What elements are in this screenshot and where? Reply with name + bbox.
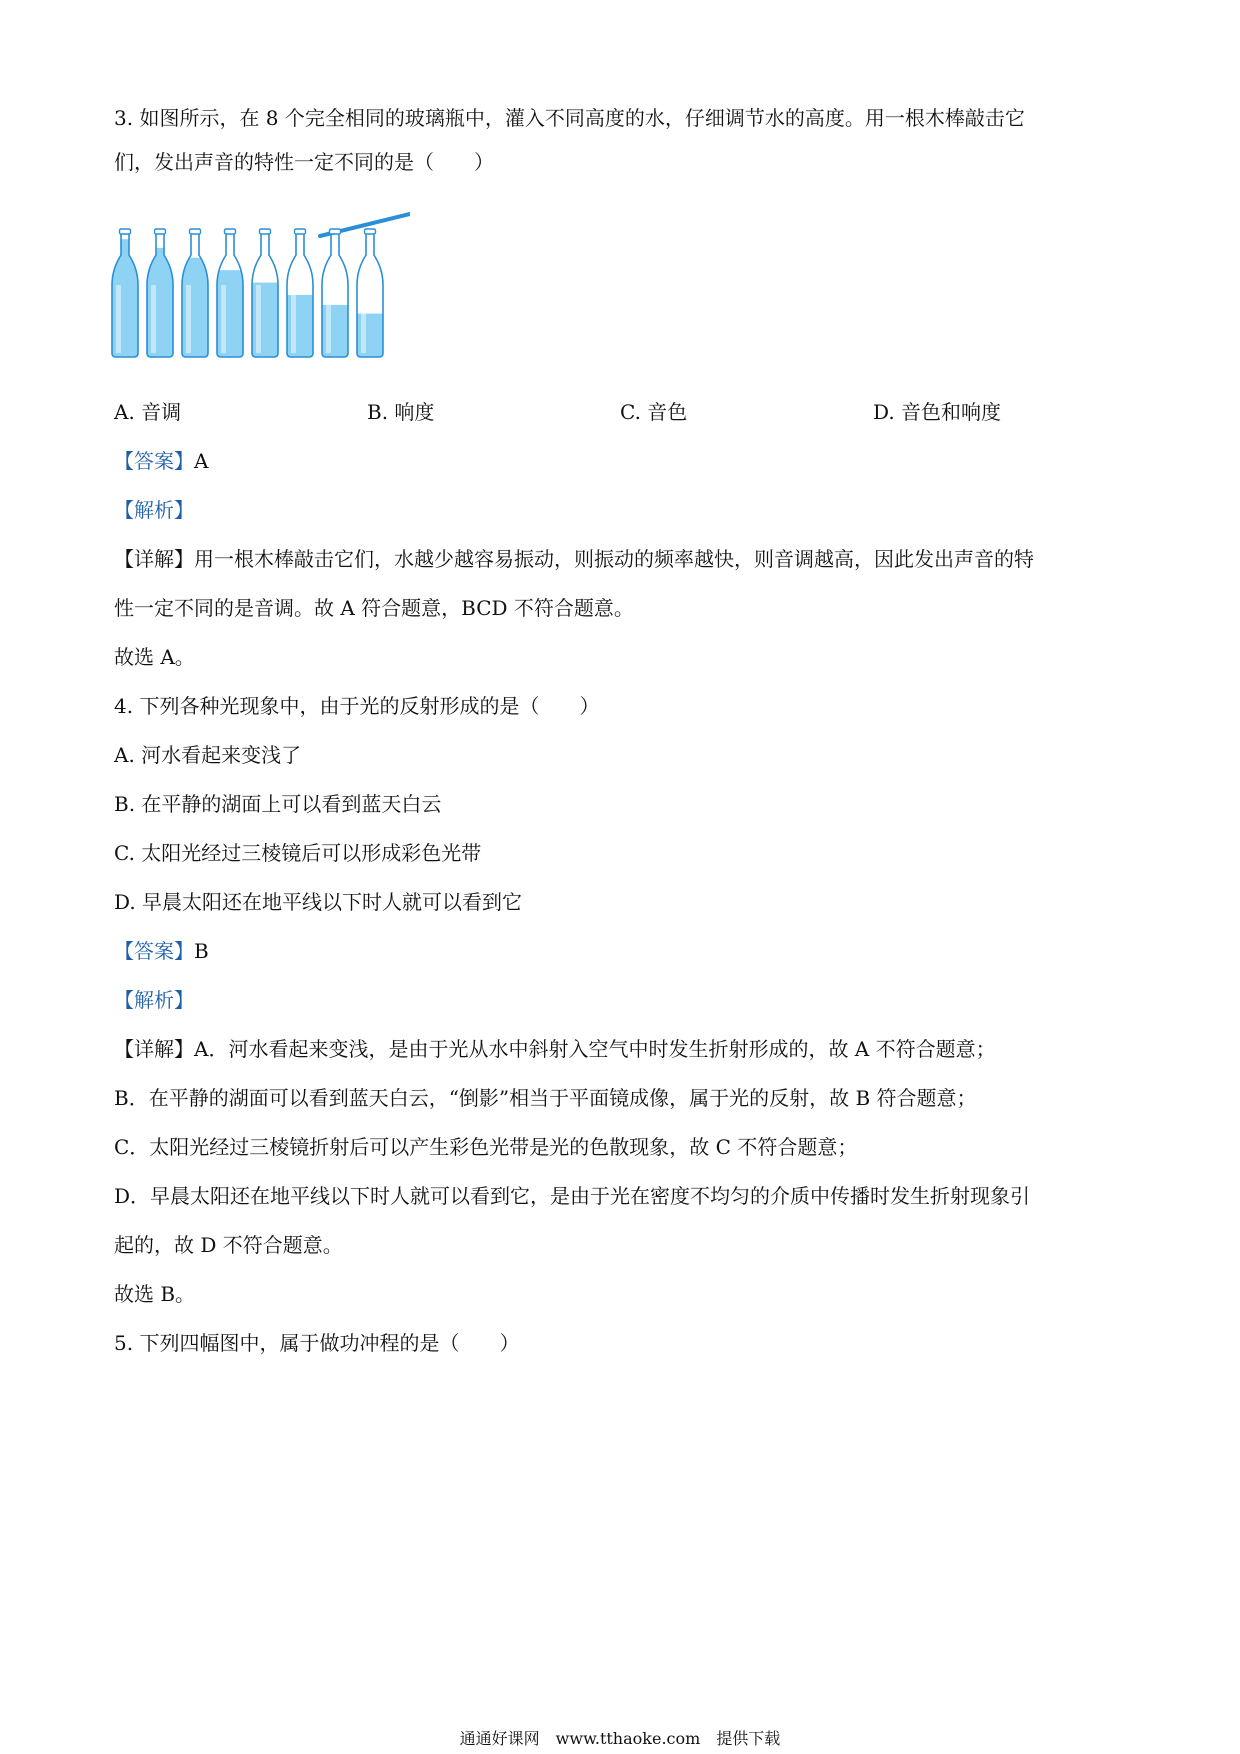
q4-option-c: C. 太阳光经过三棱镜后可以形成彩色光带 [114, 841, 482, 865]
answer-value: A [194, 449, 209, 473]
bottle-7 [322, 229, 348, 357]
bottle-lip [155, 229, 166, 234]
answer-tag: 【答案】 [114, 449, 194, 473]
page-footer: 通通好课网 www.tthaoke.com 提供下载 [459, 1729, 781, 1748]
detail-tag: 【详解】 [114, 547, 194, 571]
q4-detail-d1: D．早晨太阳还在地平线以下时人就可以看到它，是由于光在密度不均匀的介质中传播时发生折射现象引 [114, 1184, 1031, 1208]
water-fill [182, 258, 208, 357]
water-fill [112, 239, 138, 357]
q3-option-a: A. 音调 [114, 400, 182, 424]
analysis-tag: 【解析】 [114, 498, 194, 522]
bottle-highlight [326, 305, 331, 353]
bottle-lip [365, 229, 376, 234]
answer-tag: 【答案】 [114, 939, 194, 963]
q3-analysis-tag [114, 496, 194, 524]
bottle-6 [287, 229, 313, 357]
bottles-figure [110, 205, 410, 365]
bottle-lip [225, 229, 236, 234]
bottle-highlight [221, 285, 226, 353]
detail-text: 用一根木棒敲击它们，水越少越容易振动，则振动的频率越快，则音调越高，因此发出声音的特 [194, 547, 1034, 571]
q4-stem: 4. 下列各种光现象中，由于光的反射形成的是（ ） [114, 694, 600, 718]
q4-detail-b: B．在平静的湖面可以看到蓝天白云，“倒影”相当于平面镜成像，属于光的反射，故 B 符合题意； [114, 1086, 977, 1110]
q3-detail-line2: 性一定不同的是音调。故 A 符合题意，BCD 不符合题意。 [114, 596, 634, 620]
bottle-3 [182, 229, 208, 357]
q4-answer [114, 937, 209, 965]
q4-option-a: A. 河水看起来变浅了 [114, 743, 302, 767]
bottle-4 [217, 229, 243, 357]
analysis-tag: 【解析】 [114, 988, 194, 1012]
q3-option-d: D. 音色和响度 [873, 400, 1002, 424]
bottle-highlight [361, 314, 366, 353]
q5-stem: 5. 下列四幅图中，属于做功冲程的是（ ） [114, 1331, 520, 1355]
bottle-lip [190, 229, 201, 234]
q4-option-b: B. 在平静的湖面上可以看到蓝天白云 [114, 792, 442, 816]
q3-conclusion: 故选 A。 [114, 645, 195, 669]
detail-tag: 【详解】 [114, 1037, 194, 1061]
q4-analysis-tag [114, 986, 194, 1014]
q4-option-d: D. 早晨太阳还在地平线以下时人就可以看到它 [114, 890, 523, 914]
q4-conclusion: 故选 B。 [114, 1282, 196, 1306]
bottle-lip [120, 229, 131, 234]
bottle-1 [112, 229, 138, 357]
bottle-highlight [291, 295, 296, 353]
water-fill [357, 314, 383, 357]
answer-value: B [194, 939, 209, 963]
water-fill [217, 270, 243, 357]
water-fill [252, 283, 278, 357]
bottle-highlight [186, 285, 191, 353]
bottle-2 [147, 229, 173, 357]
bottle-lip [330, 229, 341, 234]
q3-stem-line2: 们，发出声音的特性一定不同的是（ ） [114, 150, 494, 174]
q3-answer [114, 447, 208, 475]
q4-detail-a [114, 1035, 996, 1063]
bottle-highlight [256, 285, 261, 353]
q4-detail-c: C．太阳光经过三棱镜折射后可以产生彩色光带是光的色散现象，故 C 不符合题意； [114, 1135, 858, 1159]
water-fill [322, 305, 348, 357]
bottle-highlight [116, 285, 121, 353]
bottle-8 [357, 229, 383, 357]
bottle-highlight [151, 285, 156, 353]
q3-detail-line1 [114, 545, 1034, 573]
q3-option-b: B. 响度 [367, 400, 435, 424]
q3-stem-line1: 3. 如图所示，在 8 个完全相同的玻璃瓶中，灌入不同高度的水，仔细调节水的高度。用一根木棒敲击它 [114, 106, 1025, 130]
water-fill [287, 295, 313, 357]
bottle-lip [295, 229, 306, 234]
bottle-5 [252, 229, 278, 357]
q3-option-c: C. 音色 [620, 400, 688, 424]
q4-detail-d2: 起的，故 D 不符合题意。 [114, 1233, 343, 1257]
detail-text: A．河水看起来变浅，是由于光从水中斜射入空气中时发生折射形成的，故 A 不符合题意； [194, 1037, 996, 1061]
bottle-lip [260, 229, 271, 234]
